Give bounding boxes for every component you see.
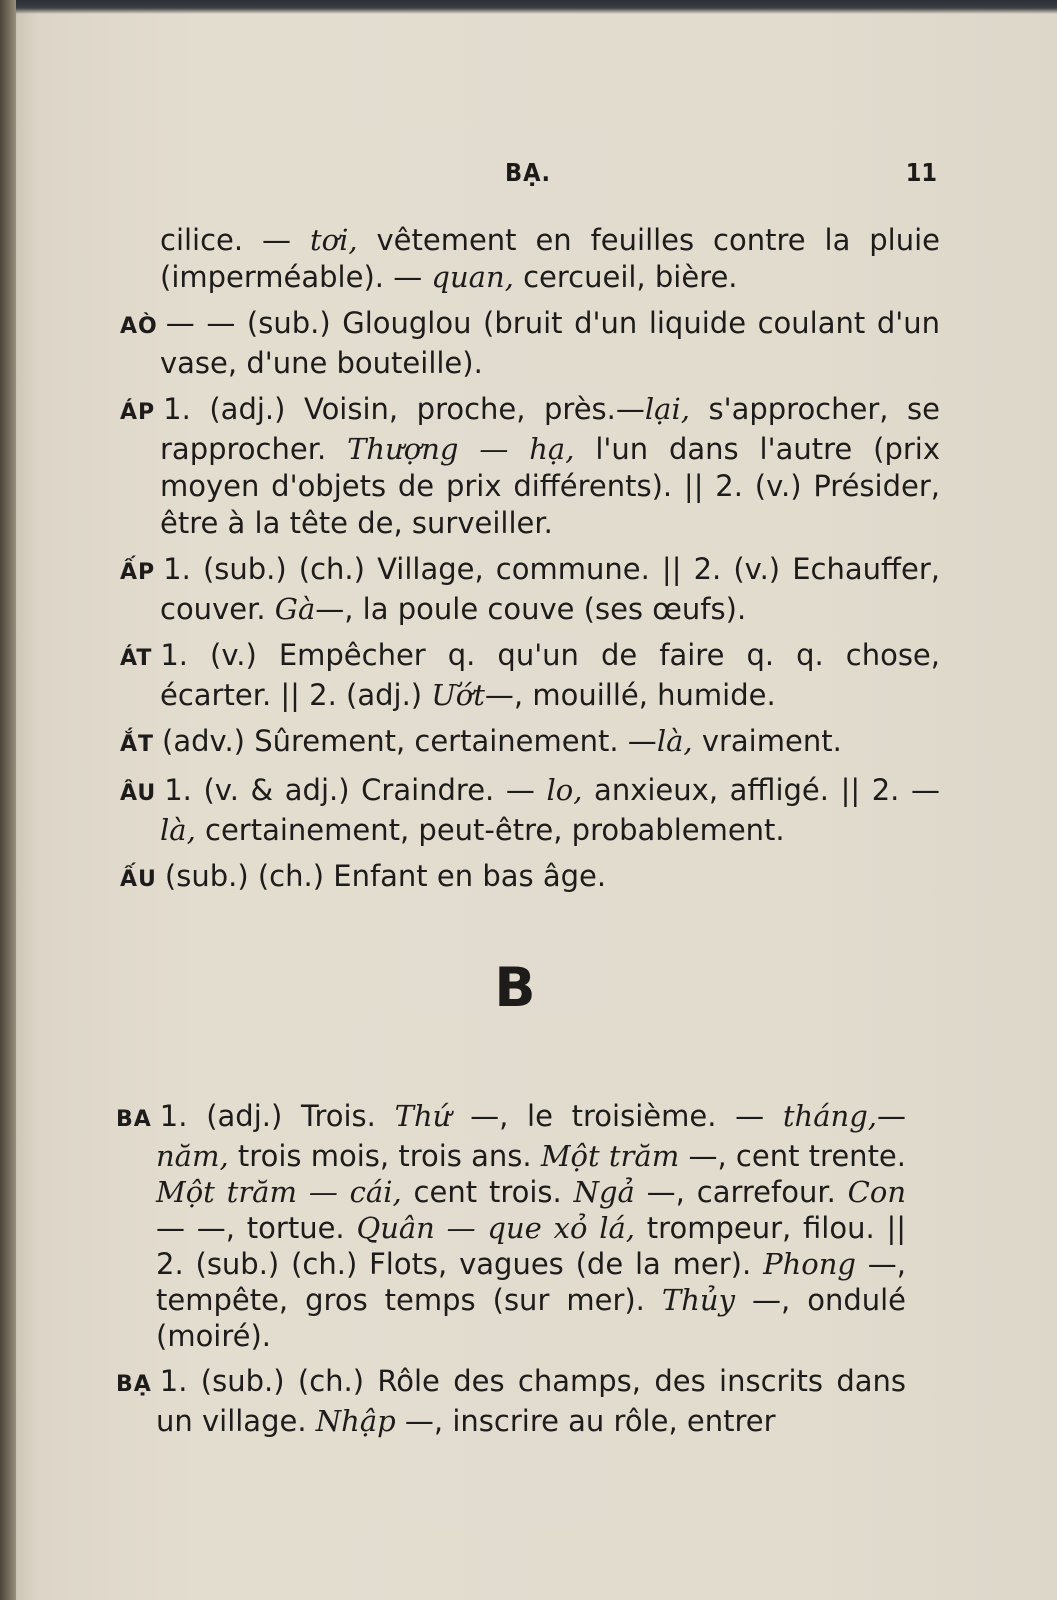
headword: ẤU [120, 867, 157, 892]
top-edge [0, 0, 1057, 14]
headword: BA [116, 1107, 152, 1132]
headword: AÒ [120, 314, 158, 339]
page-header [0, 158, 1057, 198]
headword: ẤP [120, 560, 156, 585]
page-gutter [0, 0, 16, 1600]
headword: ÂU [120, 781, 157, 806]
entry-ba: BA 1. (adj.) Trois. Thứ —, le troisième. — tháng,— năm, trois mois, trois ans. Một trăm —, cent trente. Một trăm — cái, cent trois. Ngả —, carrefour. Con — —, tortue. Quân — que xỏ lá, trompeur, filou. || 2. (sub.) (ch.) Flots, vagues (de la mer). Phong —, tempête, gros temps (sur mer). Thủy —, ondulé (moiré). [116, 1099, 907, 1353]
entry-at-acute: ÁT 1. (v.) Empêcher q. qu'un de faire q. q. chose, écarter. || 2. (adj.) Ướt—, mouillé, humide. [120, 638, 940, 712]
entry-continuation: cilice. — tơi, vêtement en feuilles contre la pluie (imperméable). — quan, cercueil, bière. [160, 223, 941, 294]
entry-ao: AÒ — — (sub.) Glouglou (bruit d'un liquide coulant d'un vase, d'une bouteille). [120, 306, 940, 380]
entry-ap-circumflex: ẤP 1. (sub.) (ch.) Village, commune. || 2. (v.) Echauffer, couver. Gà—, la poule couve (ses œufs). [120, 552, 940, 626]
entry-at-breve: ẮT (adv.) Sûrement, certainement. —là, vraiment. [120, 724, 842, 758]
headword: ẮT [120, 732, 155, 757]
headword: BẠ [116, 1372, 152, 1397]
entry-au: ÂU 1. (v. & adj.) Craindre. — lo, anxieux, affligé. || 2. — là, certainement, peut-être, probablement. [120, 773, 941, 847]
dictionary-text-b [116, 1098, 906, 1448]
headword: ÁP [120, 400, 156, 425]
running-head: BẠ. [505, 158, 552, 187]
entry-ba-dot: BẠ 1. (sub.) (ch.) Rôle des champs, des inscrits dans un village. Nhập —, inscrire au rôle, entrer [116, 1364, 906, 1438]
section-letter: B [494, 956, 536, 1019]
entry-ap-acute: ÁP 1. (adj.) Voisin, proche, près.—lại, s'approcher, se rapprocher. Thượng — hạ, l'un dans l'autre (prix moyen d'objets de prix différents). || 2. (v.) Présider, être à la tête de, surveiller. [120, 392, 940, 540]
entry-au-tilde: ẤU (sub.) (ch.) Enfant en bas âge. [120, 859, 607, 893]
dictionary-text-a [120, 222, 940, 1076]
headword: ÁT [120, 646, 153, 671]
page-number: 11 [905, 158, 937, 187]
